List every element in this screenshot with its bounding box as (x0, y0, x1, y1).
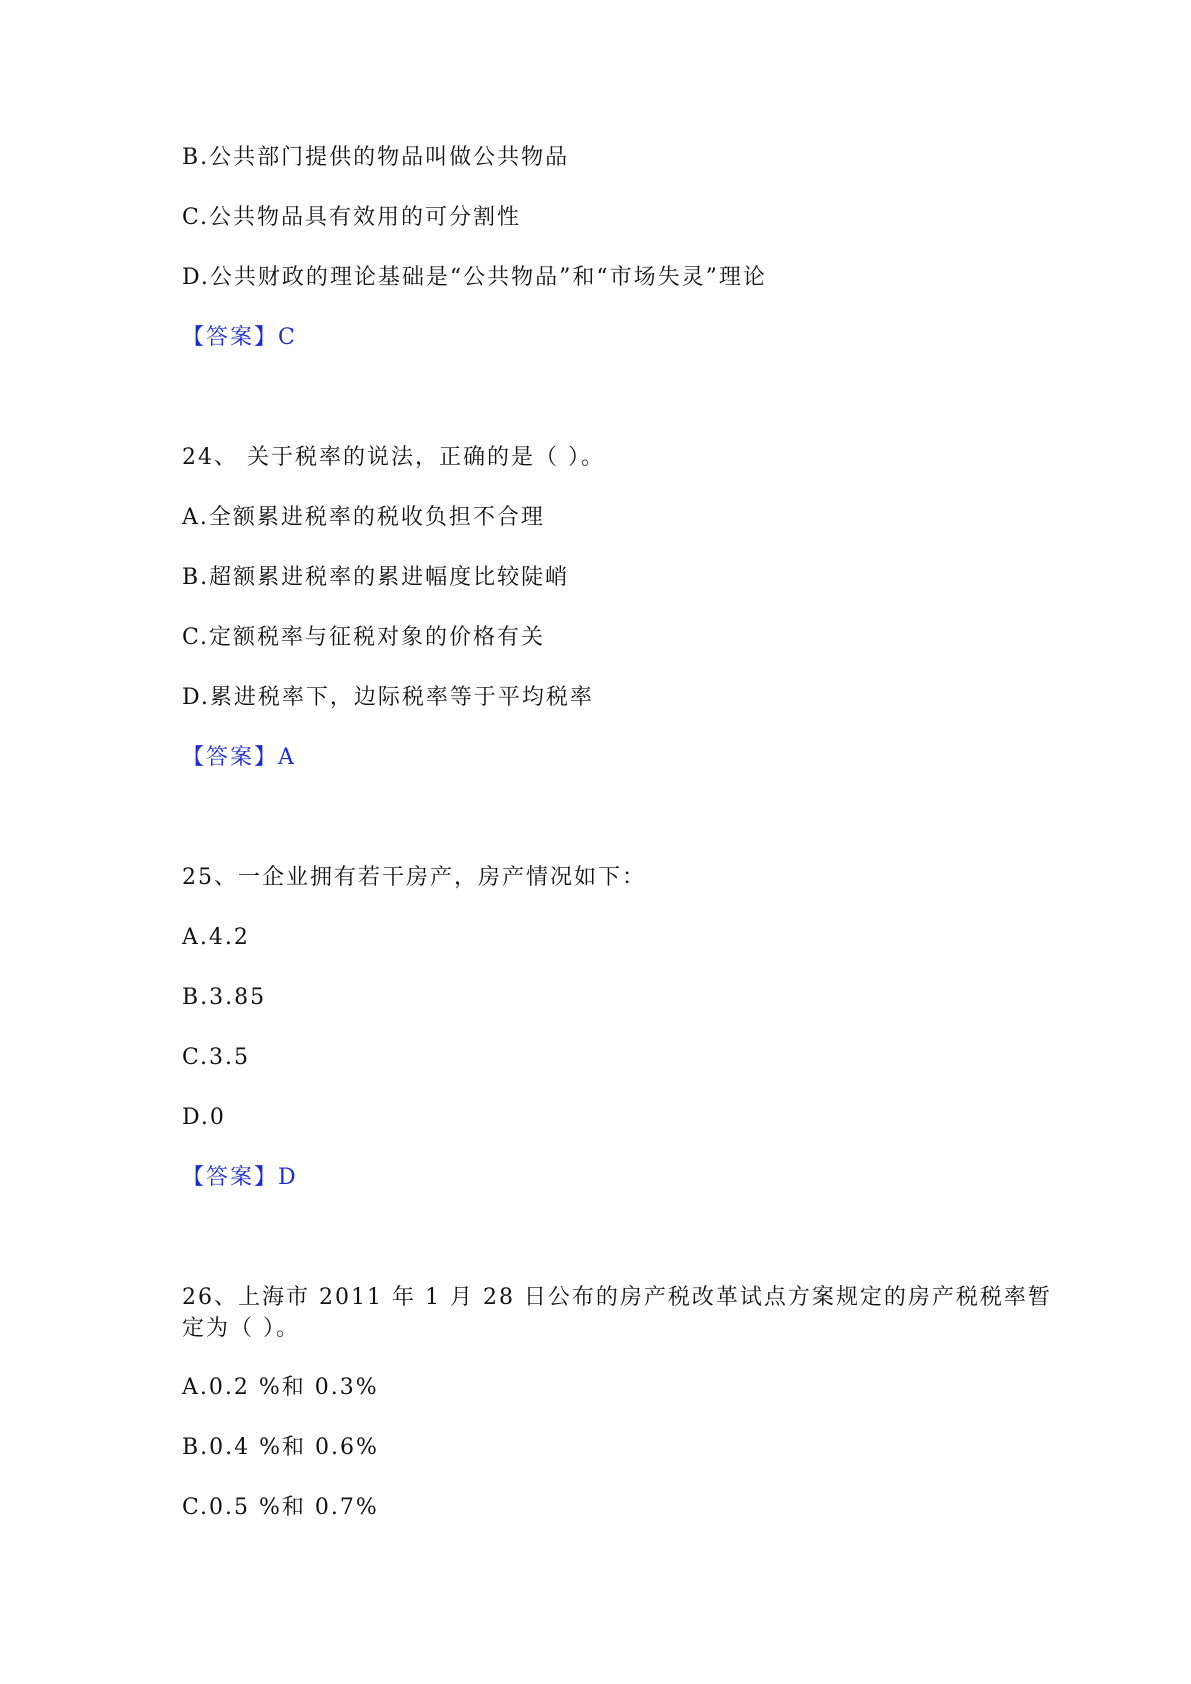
q26-stem-line1: 26、上海市 2011 年 1 月 28 日公布的房产税改革试点方案规定的房产税税率暂 (182, 1285, 1052, 1310)
q23-option-b: B.公共部门提供的物品叫做公共物品 (182, 145, 570, 170)
q25-option-d: D.0 (182, 1105, 226, 1130)
q23-option-c: C.公共物品具有效用的可分割性 (182, 205, 522, 230)
q26-stem-line2: 定为（ ）。 (182, 1316, 300, 1341)
q24-option-a: A.全额累进税率的税收负担不合理 (182, 505, 545, 530)
q25-option-a: A.4.2 (182, 925, 250, 950)
q26-option-c: C.0.5 %和 0.7% (182, 1495, 379, 1520)
q24-stem: 24、 关于税率的说法，正确的是（ ）。 (182, 445, 605, 470)
q26-option-a: A.0.2 %和 0.3% (182, 1375, 379, 1400)
q24-option-c: C.定额税率与征税对象的价格有关 (182, 625, 546, 650)
q24-option-d: D.累进税率下，边际税率等于平均税率 (182, 685, 594, 710)
q25-stem: 25、一企业拥有若干房产，房产情况如下： (182, 865, 646, 890)
q26-option-b: B.0.4 %和 0.6% (182, 1435, 379, 1460)
q23-option-d: D.公共财政的理论基础是“公共物品”和“市场失灵”理论 (182, 265, 767, 290)
q23-answer: 【答案】C (182, 325, 297, 350)
q25-option-b: B.3.85 (182, 985, 267, 1010)
q24-option-b: B.超额累进税率的累进幅度比较陡峭 (182, 565, 570, 590)
q25-option-c: C.3.5 (182, 1045, 251, 1070)
q25-answer: 【答案】D (182, 1165, 298, 1190)
q24-answer: 【答案】A (182, 745, 296, 770)
